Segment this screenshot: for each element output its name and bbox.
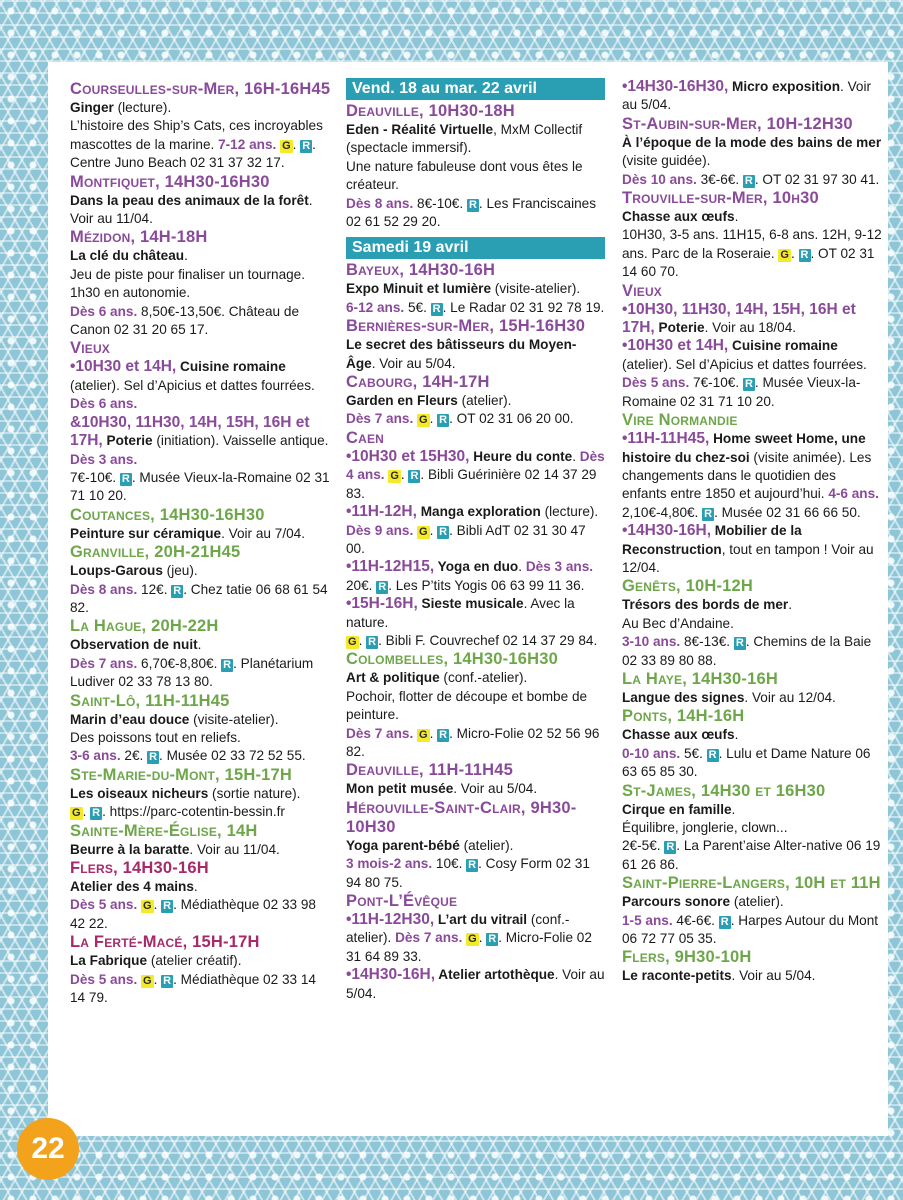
- event-place: Pont-L’Évêque: [346, 892, 458, 910]
- event-place: Cabourg, 14H-17H: [346, 373, 490, 392]
- g-badge: G: [390, 470, 399, 483]
- agenda-page: [48, 62, 888, 1136]
- event-place: Saint-Lô, 11H-11H45: [70, 691, 230, 710]
- event-place: St-Aubin-sur-Mer, 10H-12H30: [622, 114, 853, 133]
- event-place: Coutances, 14H30-16H30: [70, 505, 265, 524]
- event-place: Mézidon, 14H-18H: [70, 228, 208, 247]
- r-badge: R: [488, 933, 497, 946]
- age-range: Dès 6 ans.: [70, 303, 138, 319]
- event-place: Flers, 9H30-10H: [622, 948, 752, 967]
- event-place: Caen: [346, 428, 385, 447]
- r-badge: R: [368, 635, 377, 648]
- r-badge: R: [800, 248, 809, 261]
- event-deauville-musee: Deauville, 11H-11H45 Mon petit musée. Voir au 5/04.: [346, 761, 605, 798]
- g-badge: G: [143, 900, 152, 913]
- event-place: Courseulles-sur-Mer, 16H-16H45: [70, 80, 331, 98]
- r-badge: R: [735, 637, 744, 650]
- r-badge: R: [173, 584, 182, 597]
- event-la-haye: La Haye, 14H30-16H Langue des signes. Voir au 12/04.: [622, 670, 884, 707]
- event-flers-2: Flers, 9H30-10H Le raconte-petits. Voir au 5/04.: [622, 948, 884, 985]
- g-badge: G: [419, 728, 428, 741]
- r-badge: R: [439, 728, 448, 741]
- event-title: Dans la peau des animaux de la forêt: [70, 192, 309, 208]
- event-la-ferte-mace: La Ferté-Macé, 15H-17H La Fabrique (atelier créatif). Dès 5 ans. G . R . Médiathèque 02 33 14 14 79.: [70, 933, 332, 1007]
- event-coutances: Coutances, 14H30-16H30 Peinture sur céramique. Voir au 7/04.: [70, 506, 332, 543]
- r-badge: R: [432, 302, 441, 315]
- event-place: Trouville-sur-Mer, 10h30: [622, 189, 819, 208]
- event-title: La clé du château: [70, 248, 185, 264]
- r-badge: R: [744, 174, 753, 187]
- event-place: Vieux: [622, 281, 663, 300]
- r-badge: R: [468, 198, 477, 211]
- date-banner: Vend. 18 au mar. 22 avril: [346, 78, 605, 100]
- event-place: Vieux: [70, 339, 111, 358]
- event-place: Vire Normandie: [622, 411, 738, 430]
- r-badge: R: [439, 525, 448, 538]
- r-badge: R: [439, 414, 448, 427]
- r-badge: R: [744, 378, 753, 391]
- event-deauville-eden: Deauville, 10H30-18H Eden - Réalité Virtuelle, MxM Collectif (spectacle immersif). Une nature fabuleuse dont vous êtes le créateur. Dès 8 ans. 8€-10€. R . Les Franciscaines 02 61 52 29 20.: [346, 102, 605, 231]
- r-badge: R: [302, 139, 311, 152]
- r-badge: R: [121, 472, 130, 485]
- event-ste-marie: Ste-Marie-du-Mont, 15H-17H Les oiseaux nicheurs (sortie nature). G . R . https://parc-cotentin-bessin.fr: [70, 766, 332, 822]
- event-place: La Ferté-Macé, 15H-17H: [70, 933, 260, 952]
- r-badge: R: [223, 658, 232, 671]
- event-place: La Hague, 20H-22H: [70, 617, 219, 636]
- event-place: Granville, 20H-21H45: [70, 543, 241, 562]
- event-place: Deauville, 10H30-18H: [346, 102, 515, 120]
- date-banner: Samedi 19 avril: [346, 237, 605, 259]
- event-bayeux: Bayeux, 14H30-16H Expo Minuit et lumière (visite-atelier). 6-12 ans. 5€. R . Le Radar 02 31 92 78 19.: [346, 261, 605, 315]
- event-vire: Vire Normandie •11H-11H45, Home sweet Home, une histoire du chez-soi (visite animée). Les changements dans le quotidien des enfants entre 1850 et aujourd’hui. 4-6 ans. 2,10€-4,80€. R . Musée 02 31 66 66 50. •14H30-16H, Mobilier de la Reconstruction, tout en tampon ! Voir au 12/04.: [622, 411, 884, 577]
- event-trouville: Trouville-sur-Mer, 10h30 Chasse aux œufs. 10H30, 3-5 ans. 11H15, 6-8 ans. 12H, 9-12 ans. Parc de la Roseraie. G . R . OT 02 31 14 60 70.: [622, 189, 884, 282]
- r-badge: R: [163, 974, 172, 987]
- event-place: Ponts, 14H-16H: [622, 707, 745, 726]
- event-granville: Granville, 20H-21H45 Loups-Garous (jeu). Dès 8 ans. 12€. R . Chez tatie 06 68 61 54 82.: [70, 543, 332, 617]
- event-place: Sainte-Mère-Église, 14H: [70, 821, 258, 840]
- event-place: Colombelles, 14H30-16H30: [346, 650, 558, 669]
- event-place: Genêts, 10H-12H: [622, 577, 754, 596]
- g-badge: G: [468, 933, 477, 946]
- event-cabourg: Cabourg, 14H-17H Garden en Fleurs (atelier). Dès 7 ans. G . R . OT 02 31 06 20 00.: [346, 373, 605, 429]
- event-montfiquet: Montfiquet, 14H30-16H30 Dans la peau des animaux de la forêt. Voir au 11/04.: [70, 173, 332, 229]
- event-place: Deauville, 11H-11H45: [346, 761, 513, 780]
- event-place: Montfiquet, 14H30-16H30: [70, 172, 270, 191]
- event-vieux-2: Vieux •10H30, 11H30, 14H, 15H, 16H et 17H, Poterie. Voir au 18/04. •10H30 et 14H, Cuisine romaine (atelier). Sel d’Apicius et dattes fourrées. Dès 5 ans. 7€-10€. R . Musée Vieux-la-Romaine 02 31 71 10 20.: [622, 282, 884, 411]
- event-saint-lo: Saint-Lô, 11H-11H45 Marin d’eau douce (visite-atelier). Des poissons tout en reliefs. 3-6 ans. 2€. R . Musée 02 33 72 52 55.: [70, 692, 332, 766]
- event-place: St-James, 14H30 et 16H30: [622, 781, 826, 800]
- g-badge: G: [282, 139, 291, 152]
- r-badge: R: [149, 751, 158, 764]
- event-saint-pierre: Saint-Pierre-Langers, 10H et 11H Parcours sonore (atelier). 1-5 ans. 4€-6€. R . Harpes Autour du Mont 06 72 77 05 35.: [622, 874, 884, 948]
- event-flers: Flers, 14H30-16H Atelier des 4 mains. Dès 5 ans. G . R . Médiathèque 02 33 98 42 22.: [70, 859, 332, 933]
- g-badge: G: [348, 635, 357, 648]
- g-badge: G: [72, 807, 81, 820]
- r-badge: R: [378, 580, 387, 593]
- event-bernieres: Bernières-sur-Mer, 15H-16H30 Le secret des bâtisseurs du Moyen-Âge. Voir au 5/04.: [346, 317, 605, 373]
- r-badge: R: [163, 900, 172, 913]
- event-place: Bernières-sur-Mer, 15H-16H30: [346, 317, 586, 336]
- column-1: [70, 80, 332, 1007]
- r-badge: R: [720, 915, 729, 928]
- page-number-badge: 22: [17, 1118, 79, 1180]
- event-courseulles: Courseulles-sur-Mer, 16H-16H45 Ginger (lecture). L’histoire des Ship’s Cats, ces incroyables mascottes de la marine. 7-12 ans. G . R . Centre Juno Beach 02 31 37 32 17.: [70, 80, 331, 171]
- column-3: [622, 78, 884, 986]
- event-place: Bayeux, 14H30-16H: [346, 261, 496, 280]
- event-caen: Caen •10H30 et 15H30, Heure du conte. Dès 4 ans. G . R . Bibli Guérinière 02 14 37 29 83. •11H-12H, Manga exploration (lecture). Dès 9 ans. G . R . Bibli AdT 02 31 30 47 00. •11H-12H15, Yoga en duo. Dès 3 ans. 20€. R . Les P’tits Yogis 06 63 99 11 36. •15H-16H, Sieste musicale. Avec la nature. G . R . Bibli F. Couvrechef 02 14 37 29 84.: [346, 428, 605, 648]
- r-badge: R: [410, 470, 419, 483]
- event-genets: Genêts, 10H-12H Trésors des bords de mer. Au Bec d’Andaine. 3-10 ans. 8€-13€. R . Chemins de la Baie 02 33 89 80 88.: [622, 577, 884, 670]
- event-st-aubin: St-Aubin-sur-Mer, 10H-12H30 À l’époque de la mode des bains de mer (visite guidée). Dès 10 ans. 3€-6€. R . OT 02 31 97 30 41.: [622, 115, 884, 189]
- event-ponts: Ponts, 14H-16H Chasse aux œufs. 0-10 ans. 5€. R . Lulu et Dame Nature 06 63 65 85 30.: [622, 707, 884, 781]
- event-pont-leveque: Pont-L’Évêque •11H-12H30, L’art du vitrail (conf.-atelier). Dès 7 ans. G . R . Micro-Folie 02 31 64 89 33. •14H30-16H, Atelier artothèque. Voir au 5/04.: [346, 892, 605, 1001]
- g-badge: G: [419, 525, 428, 538]
- event-title: Ginger: [70, 100, 114, 115]
- event-place: Flers, 14H30-16H: [70, 859, 209, 877]
- g-badge: G: [419, 414, 428, 427]
- event-place: La Haye, 14H30-16H: [622, 669, 778, 688]
- event-colombelles: Colombelles, 14H30-16H30 Art & politique (conf.-atelier). Pochoir, flotter de découpe et bombe de peinture. Dès 7 ans. G . R . Micro-Folie 02 52 56 96 82.: [346, 650, 605, 761]
- r-badge: R: [704, 507, 713, 520]
- event-place: Hérouville-Saint-Clair, 9H30-10H30: [346, 798, 577, 836]
- age-range: 7-12 ans.: [218, 136, 277, 152]
- column-2: [346, 78, 605, 1003]
- event-micro-expo: •14H30-16H30, Micro exposition. Voir au 5/04.: [622, 78, 872, 113]
- event-place: Ste-Marie-du-Mont, 15H-17H: [70, 765, 293, 784]
- r-badge: R: [92, 807, 101, 820]
- event-mezidon: Mézidon, 14H-18H La clé du château. Jeu de piste pour finaliser un tournage. 1h30 en autonomie. Dès 6 ans. 8,50€-13,50€. Château de Canon 02 31 20 65 17.: [70, 228, 332, 339]
- g-badge: G: [143, 974, 152, 987]
- event-sainte-mere: Sainte-Mère-Église, 14H Beurre à la baratte. Voir au 11/04.: [70, 822, 332, 859]
- r-badge: R: [708, 748, 717, 761]
- r-badge: R: [468, 859, 477, 872]
- event-la-hague: La Hague, 20H-22H Observation de nuit. Dès 7 ans. 6,70€-8,80€. R . Planétarium Ludiver 02 33 78 13 80.: [70, 617, 332, 691]
- event-st-james: St-James, 14H30 et 16H30 Cirque en famille. Équilibre, jonglerie, clown... 2€-5€. R . La Parent’aise Alter-native 06 19 61 26 86.: [622, 782, 884, 875]
- event-herouville: Hérouville-Saint-Clair, 9H30-10H30 Yoga parent-bébé (atelier). 3 mois-2 ans. 10€. R . Cosy Form 02 31 94 80 75.: [346, 799, 605, 892]
- r-badge: R: [666, 841, 675, 854]
- g-badge: G: [780, 248, 789, 261]
- event-place: Saint-Pierre-Langers, 10H et 11H: [622, 874, 881, 893]
- event-vieux: Vieux •10H30 et 14H, Cuisine romaine (atelier). Sel d’Apicius et dattes fourrées. Dès 6 ans. &10H30, 11H30, 14H, 15H, 16H et 17H, Poterie (initiation). Vaisselle antique. Dès 3 ans. 7€-10€. R . Musée Vieux-la-Romaine 02 31 71 10 20.: [70, 339, 332, 505]
